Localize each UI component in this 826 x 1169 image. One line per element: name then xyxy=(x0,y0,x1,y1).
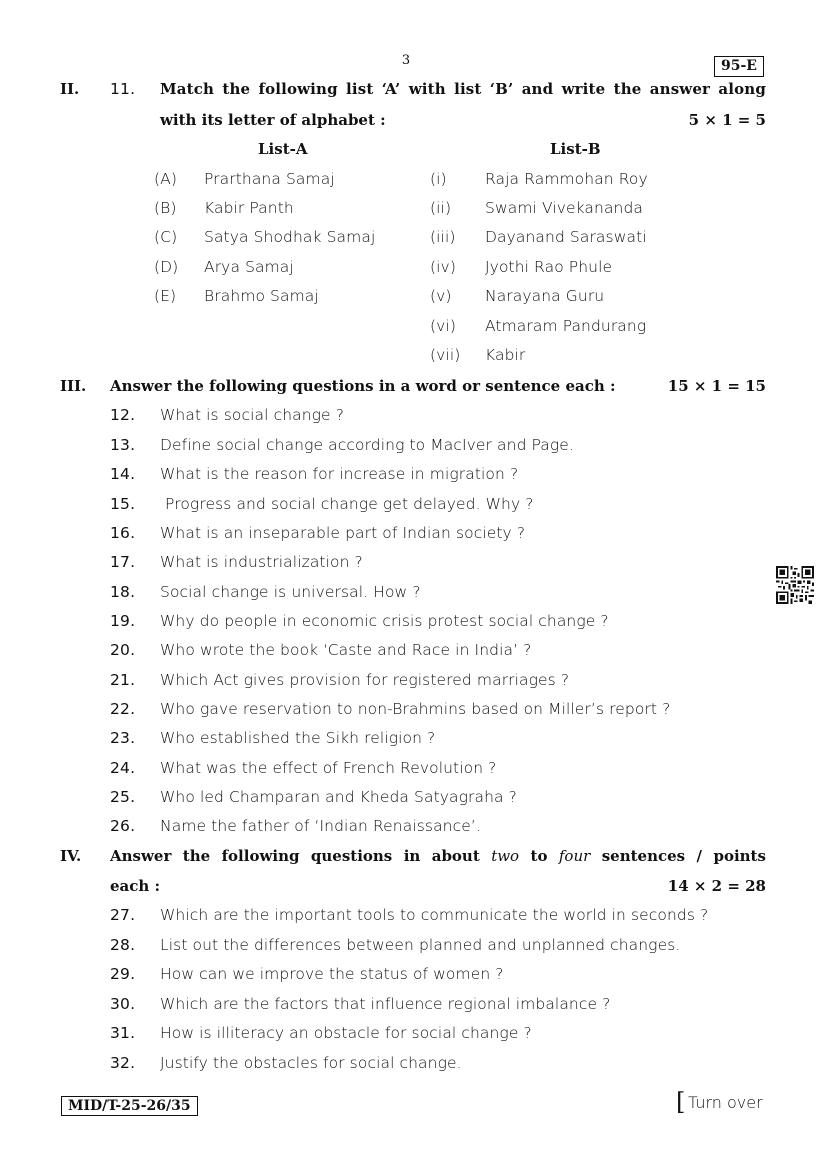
question-number: 14. xyxy=(110,465,136,483)
question-text: Who gave reservation to non-Brahmins based on Miller’s report ? xyxy=(160,700,671,718)
instruction-word: questions xyxy=(310,847,393,865)
list-b-item: Dayanand Saraswati xyxy=(485,228,647,246)
question-text: What is an inseparable part of Indian society ? xyxy=(160,524,526,542)
list-b-key: (ii) xyxy=(430,199,452,217)
list-b-heading: List-B xyxy=(550,140,601,158)
instruction-word: Answer xyxy=(110,847,172,865)
section-2-roman: II. xyxy=(60,80,80,98)
list-b-key: (vii) xyxy=(430,346,461,364)
list-a-item: Arya Samaj xyxy=(204,258,294,276)
list-a-key: (E) xyxy=(154,287,177,305)
question-text: Define social change according to MacIver and Page. xyxy=(160,436,574,454)
question-number: 28. xyxy=(110,936,136,954)
instruction-word-italic: two xyxy=(491,847,520,865)
section-4-instruction xyxy=(110,847,766,865)
section-4-roman: IV. xyxy=(60,847,82,865)
list-a-key: (C) xyxy=(154,228,178,246)
section-2-marks: 5 × 1 = 5 xyxy=(688,111,766,129)
list-a-key: (A) xyxy=(154,170,177,188)
list-b-item: Raja Rammohan Roy xyxy=(485,170,648,188)
question-number: 31. xyxy=(110,1024,136,1042)
question-number: 16. xyxy=(110,524,136,542)
paper-code: 95-E xyxy=(714,56,764,77)
list-a-key: (B) xyxy=(154,199,177,217)
question-number: 11. xyxy=(110,80,136,98)
list-b-key: (vi) xyxy=(430,317,456,335)
instruction-word: in xyxy=(403,847,421,865)
list-b-item: Swami Vivekananda xyxy=(485,199,644,217)
qr-code-icon xyxy=(776,566,814,604)
question-text: What is industrialization ? xyxy=(160,553,363,571)
section-4-instruction-cont: each : xyxy=(110,877,161,895)
section-3-roman: III. xyxy=(60,377,87,395)
instruction-word: points xyxy=(713,847,766,865)
question-number: 32. xyxy=(110,1054,136,1072)
question-text: Which are the factors that influence regional imbalance ? xyxy=(160,995,611,1013)
list-b-item: Jyothi Rao Phule xyxy=(485,258,613,276)
instruction-word-italic: four xyxy=(558,847,591,865)
list-a-item: Brahmo Samaj xyxy=(204,287,319,305)
instruction-word: about xyxy=(431,847,480,865)
question-text: List out the differences between planned and unplanned changes. xyxy=(160,936,681,954)
list-b-key: (v) xyxy=(430,287,452,305)
question-number: 19. xyxy=(110,612,136,630)
list-a-item: Prarthana Samaj xyxy=(204,170,335,188)
list-b-item: Kabir xyxy=(485,346,526,364)
list-a-heading: List-A xyxy=(258,140,308,158)
section-2-instruction: Match the following list ‘A’ with list ‘B’ and write the answer along xyxy=(160,80,766,98)
question-text: Name the father of ‘Indian Renaissance’. xyxy=(160,817,481,835)
turn-over-bracket: [ xyxy=(676,1088,686,1116)
section-3-instruction: Answer the following questions in a word or sentence each : xyxy=(110,377,616,395)
list-b-key: (i) xyxy=(430,170,447,188)
question-text: Justify the obstacles for social change. xyxy=(160,1054,462,1072)
question-text: Progress and social change get delayed. Why ? xyxy=(160,495,534,513)
question-number: 22. xyxy=(110,700,136,718)
instruction-word: sentences xyxy=(601,847,686,865)
list-a-item: Kabir Panth xyxy=(204,199,294,217)
question-text: Who established the Sikh religion ? xyxy=(160,729,436,747)
question-text: Which Act gives provision for registered marriages ? xyxy=(160,671,570,689)
question-number: 24. xyxy=(110,759,136,777)
list-b-item: Narayana Guru xyxy=(485,287,605,305)
question-text: Social change is universal. How ? xyxy=(160,583,421,601)
question-text: Which are the important tools to communicate the world in seconds ? xyxy=(160,906,709,924)
question-text: What was the effect of French Revolution ? xyxy=(160,759,497,777)
question-number: 18. xyxy=(110,583,136,601)
question-number: 23. xyxy=(110,729,136,747)
section-2-instruction-cont: with its letter of alphabet : xyxy=(160,111,386,129)
instruction-word: following xyxy=(221,847,300,865)
question-number: 27. xyxy=(110,906,136,924)
instruction-word: the xyxy=(182,847,211,865)
list-a-key: (D) xyxy=(154,258,179,276)
question-number: 12. xyxy=(110,406,136,424)
question-text: What is the reason for increase in migration ? xyxy=(160,465,519,483)
question-text: Who led Champaran and Kheda Satyagraha ? xyxy=(160,788,517,806)
section-4-marks: 14 × 2 = 28 xyxy=(667,877,766,895)
question-number: 20. xyxy=(110,641,136,659)
question-number: 29. xyxy=(110,965,136,983)
question-number: 13. xyxy=(110,436,136,454)
question-text: How is illiteracy an obstacle for social change ? xyxy=(160,1024,532,1042)
question-number: 21. xyxy=(110,671,136,689)
question-text: How can we improve the status of women ? xyxy=(160,965,504,983)
question-number: 15. xyxy=(110,495,136,513)
question-text: Why do people in economic crisis protest social change ? xyxy=(160,612,609,630)
question-text: What is social change ? xyxy=(160,406,345,424)
list-b-key: (iv) xyxy=(430,258,456,276)
section-3-marks: 15 × 1 = 15 xyxy=(667,377,766,395)
question-text: Who wrote the book ‘Caste and Race in India’ ? xyxy=(160,641,532,659)
turn-over-text: Turn over xyxy=(688,1093,763,1112)
list-b-item: Atmaram Pandurang xyxy=(485,317,647,335)
question-number: 26. xyxy=(110,817,136,835)
instruction-word: / xyxy=(696,847,703,865)
question-number: 25. xyxy=(110,788,136,806)
question-number: 30. xyxy=(110,995,136,1013)
list-b-key: (iii) xyxy=(430,228,456,246)
question-number: 17. xyxy=(110,553,136,571)
list-a-item: Satya Shodhak Samaj xyxy=(204,228,376,246)
page-number: 3 xyxy=(401,53,411,68)
footer-code: MID/T-25-26/35 xyxy=(61,1096,198,1116)
instruction-word: to xyxy=(530,847,548,865)
